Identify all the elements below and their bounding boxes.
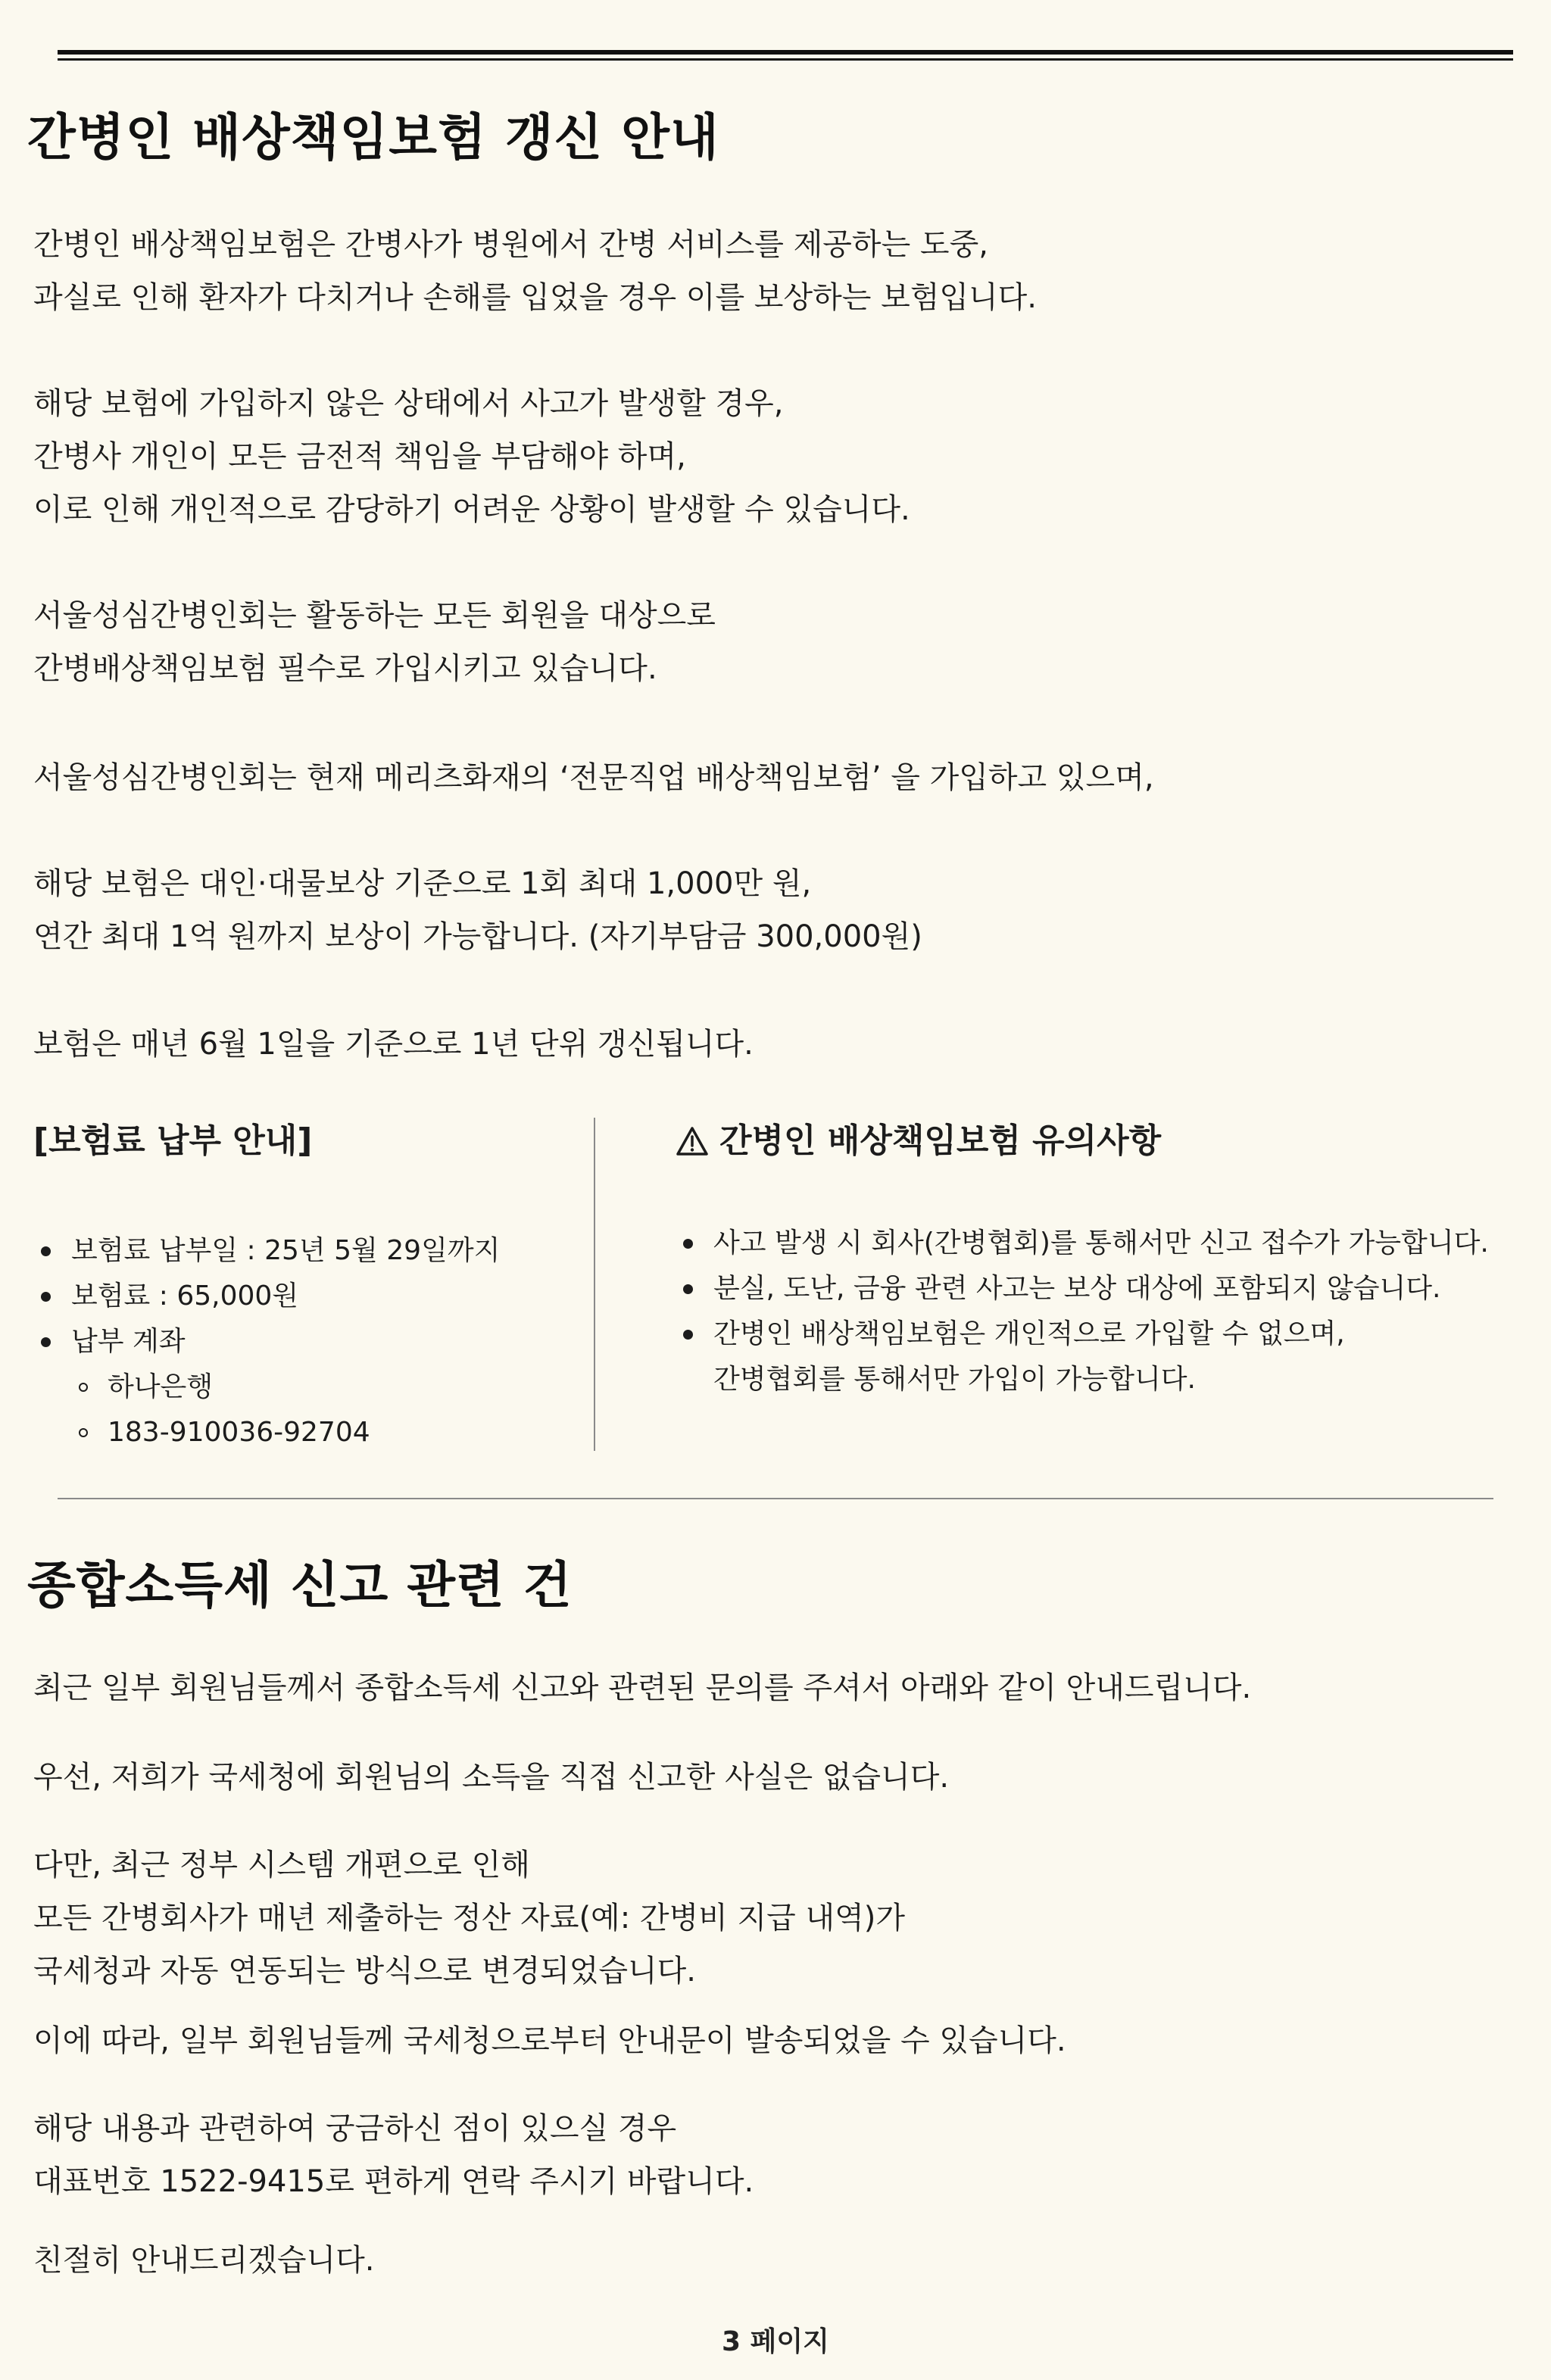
text-line: 최근 일부 회원님들께서 종합소득세 신고와 관련된 문의를 주셔서 아래와 같이 안내드립니다. <box>33 1670 1252 1705</box>
premium-amount: 보험료 : 65,000원 <box>71 1280 299 1312</box>
list-item <box>682 1266 1489 1312</box>
text-line: 서울성심간병인회는 현재 메리츠화재의 ‘전문직업 배상책임보험’ 을 가입하고 있으며, <box>33 760 1154 795</box>
section1-title: 간병인 배상책임보험 갱신 안내 <box>27 108 719 167</box>
top-double-rule <box>58 50 1513 61</box>
s2-paragraph-4 <box>33 2014 1066 2067</box>
text-line: 해당 내용과 관련하여 궁금하신 점이 있으실 경우 <box>33 2111 677 2146</box>
bullet-icon <box>683 1239 693 1249</box>
text-line: 보험은 매년 6월 1일을 기준으로 1년 단위 갱신됩니다. <box>33 1027 754 1062</box>
section2-title: 종합소득세 신고 관련 건 <box>27 1556 573 1614</box>
text-line: 이에 따라, 일부 회원님들께 국세청으로부터 안내문이 발송되었을 수 있습니다. <box>33 2023 1066 2058</box>
caution-item-2: 분실, 도난, 금융 관련 사고는 보상 대상에 포함되지 않습니다. <box>713 1273 1441 1304</box>
text-line: 간병사 개인이 모든 금전적 책임을 부담해야 하며, <box>33 439 686 474</box>
caution-list <box>682 1221 1489 1402</box>
text-line: 연간 최대 1억 원까지 보상이 가능합니다. (자기부담금 300,000원) <box>33 919 922 954</box>
text-line: 이로 인해 개인적으로 감당하기 어려운 상황이 발생할 수 있습니다. <box>33 492 910 527</box>
text-line: 서울성심간병인회는 활동하는 모든 회원을 대상으로 <box>33 598 716 633</box>
circle-bullet-icon <box>79 1383 88 1392</box>
bullet-icon <box>41 1337 51 1347</box>
text-line: 간병인 배상책임보험은 간병사가 병원에서 간병 서비스를 제공하는 도중, <box>33 227 988 262</box>
premium-list <box>39 1228 500 1455</box>
text-line: 국세청과 자동 연동되는 방식으로 변경되었습니다. <box>33 1954 697 1989</box>
account-number: 183-910036-92704 <box>108 1417 370 1448</box>
caution-item-3-cont: 간병협회를 통해서만 가입이 가능합니다. <box>713 1364 1196 1395</box>
bullet-icon <box>41 1246 51 1256</box>
text-line: 모든 간병회사가 매년 제출하는 정산 자료(예: 간병비 지급 내역)가 <box>33 1901 906 1936</box>
s1-paragraph-5 <box>33 857 922 963</box>
s1-paragraph-4 <box>33 751 1154 804</box>
caution-item-3: 간병인 배상책임보험은 개인적으로 가입할 수 없으며, <box>713 1318 1345 1349</box>
warning-icon <box>676 1126 709 1156</box>
caution-heading-text: 간병인 배상책임보험 유의사항 <box>719 1121 1162 1160</box>
account-label: 납부 계좌 <box>71 1326 186 1357</box>
text-line: 다만, 최근 정부 시스템 개편으로 인해 <box>33 1848 530 1882</box>
bullet-icon <box>41 1292 51 1302</box>
text-line: 해당 보험에 가입하지 않은 상태에서 사고가 발생할 경우, <box>33 386 784 421</box>
text-line: 과실로 인해 환자가 다치거나 손해를 입었을 경우 이를 보상하는 보험입니다. <box>33 280 1037 315</box>
s2-paragraph-2 <box>33 1751 949 1804</box>
list-item <box>39 1228 500 1274</box>
text-line: 간병배상책임보험 필수로 가입시키고 있습니다. <box>33 651 657 686</box>
s1-paragraph-2 <box>33 377 910 536</box>
s2-paragraph-3 <box>33 1839 905 1998</box>
premium-due: 보험료 납부일 : 25년 5월 29일까지 <box>71 1235 501 1266</box>
s1-paragraph-3 <box>33 589 716 695</box>
list-item <box>39 1274 500 1319</box>
sub-list-item <box>39 1365 500 1410</box>
text-line: 친절히 안내드리겠습니다. <box>33 2243 375 2278</box>
caution-heading <box>676 1115 1161 1168</box>
bank-name: 하나은행 <box>108 1371 214 1402</box>
bullet-icon <box>683 1330 693 1340</box>
text-line: 해당 보험은 대인·대물보상 기준으로 1회 최대 1,000만 원, <box>33 866 812 901</box>
premium-heading: [보험료 납부 안내] <box>33 1121 313 1160</box>
text-line: 대표번호 1522-9415로 편하게 연락 주시기 바랍니다. <box>33 2164 754 2199</box>
s1-paragraph-1 <box>33 218 1037 324</box>
s1-paragraph-6 <box>33 1018 754 1071</box>
circle-bullet-icon <box>79 1428 88 1437</box>
column-divider <box>594 1118 595 1451</box>
caution-item-1: 사고 발생 시 회사(간병협회)를 통해서만 신고 접수가 가능합니다. <box>713 1227 1489 1259</box>
s2-paragraph-5 <box>33 2102 754 2208</box>
bullet-icon <box>683 1284 693 1294</box>
s2-paragraph-6 <box>33 2234 374 2287</box>
sub-list-item <box>39 1410 500 1455</box>
list-item-continuation <box>682 1357 1489 1402</box>
s2-paragraph-1 <box>33 1661 1251 1714</box>
list-item <box>682 1221 1489 1266</box>
list-item <box>39 1319 500 1365</box>
list-item <box>682 1312 1489 1357</box>
text-line: 우선, 저희가 국세청에 회원님의 소득을 직접 신고한 사실은 없습니다. <box>33 1760 950 1795</box>
section-divider <box>58 1498 1493 1499</box>
page-number: 3 페이지 <box>722 2326 829 2357</box>
